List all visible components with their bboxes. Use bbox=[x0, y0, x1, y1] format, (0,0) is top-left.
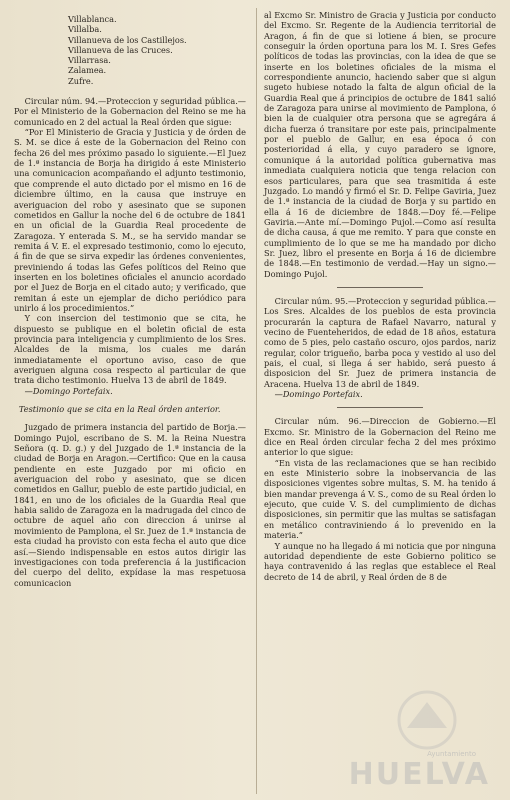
town-item: Villalba. bbox=[68, 24, 102, 35]
left-column bbox=[14, 14, 246, 588]
circular-94-after: Y con insercion del testimonio que se cita, he dispuesto se publique en el boletin oficial de esta provincia para inteligencia y cumplimiento de los Sres. Alcaldes de la misma, los cuales me darán inmediatamente el oportuno aviso, caso de que averiguen alguna cosa respecto al particular de que trata dicho testimonio. Huelva 13 de abril de 1849. bbox=[14, 313, 246, 386]
circular-96-after: Y aunque no ha llegado á mi noticia que por ninguna autoridad dependiente de este Gobierno politico se haya contravenido á las reglas que establece el Real decreto de 14 de abril, y Real órden de 8 de bbox=[264, 540, 496, 582]
town-item: Villablanca. bbox=[68, 14, 117, 24]
testimonio-text: Juzgado de primera instancia del partido de Borja.—Domingo Pujol, escribano de S. M. la Reina Nuestra Señora (q. D. g.) y del Juzgado de 1.ª instancia de la ciudad de Borja en Aragon.—Certifico: Que en la causa pendiente en este Juzgado por mi oficio en averiguacion del robo y asesinato, que se dicen cometidos en Gallur, pueblo de este partido judicial, en 1841, en uno de los oficiales de la Guardia Real que habia salido de Zaragoza en la madrugada del cinco de octubre de aquel año con direccion á unirse al movimiento de Pamplona, el Sr. Juez de 1.ª instancia de esta ciudad ha provisto con esta fecha el auto que dice así.—Siendo indispensable en estos autos dirigir las investigaciones con toda preferencia á la justificacion del cuerpo del delito, expídase la mas respetuosa comunicacion bbox=[14, 422, 246, 588]
circular-96 bbox=[264, 416, 496, 582]
circular-94-signature: —Domingo Portefaix. bbox=[24, 385, 113, 396]
column-divider bbox=[256, 8, 257, 794]
continuation-text: al Excmo Sr. Ministro de Gracia y Justicia por conducto del Excmo. Sr. Regente de la Audiencia territorial de Aragon, á fin de que si lotiene á bien, se procure conseguir la órden oportuna para los M. I. Sres Gefes políticos de todas las provincias, con la idea de que se inserte en los boletines oficiales de la misma el correspondiente anuncio, haciendo saber que si algun sugeto hubiese notado la falta de algun oficial de la Guardia Real que á principios de octubre de 1841 salió de Zaragoza para unirse al movimiento de Pamplona, ó bien la de cualquier otra persona que se agregára á dicha fuerza ó transitare por este pais, principalmente por el pueblo de Gallur, en esa época ó con posterioridad á ella, y cuyo paradero se ignore, comunique á la autoridad política gubernativa mas inmediata cualquiera noticia que tenga relacion con esos particulares, para que sea trasmitida á este Juzgado. Lo mandó y firmó el Sr. D. Felipe Gaviria, Juez de 1.ª instancia de la ciudad de Borja y su partido en ella á 16 de diciembre de 1848.—Doy fé.—Felipe Gaviria.—Ante mí.—Domingo Pujol.—Como así resulta de dicha causa, á que me remito. Y para que conste en cumplimiento de lo que se me ha mandado por dicho Sr. Juez, libro el presente en Borja á 16 de diciembre de 1848.—En testimonio de verdad.—Hay un signo.—Domingo Pujol. bbox=[264, 10, 496, 279]
circular-94-body: Circular núm. 94.—Proteccion y seguridad pública.—Por el Ministerio de la Gobernacion del Reino se me ha comunicado en 2 del actual la Real órden que sigue: bbox=[14, 96, 246, 127]
town-item: Zufre. bbox=[68, 75, 94, 86]
town-item: Villanueva de las Cruces. bbox=[68, 44, 173, 55]
section-divider bbox=[337, 287, 423, 288]
circular-96-quote: “En vista de las reclamaciones que se han recibido en este Ministerio sobre la inobservancia de las disposiciones vigentes sobre multas, S. M. ha tenido á bien mandar prevenga á V. S., como de su Real órden lo ejecuto, que cuide V. S. del cumplimiento de dichas disposiciones, sin permitir que las multas se satisfagan en metálico contraviniendo á lo prevenido en la materia.” bbox=[264, 457, 496, 541]
town-item: Villanueva de los Castillejos. bbox=[68, 34, 187, 45]
section-divider bbox=[337, 407, 423, 408]
circular-94 bbox=[14, 96, 246, 396]
testimonio-title: Testimonio que se cita en la Real órden anterior. bbox=[18, 404, 221, 415]
town-item: Villarrasa. bbox=[68, 55, 111, 66]
town-item: Zalamea. bbox=[68, 65, 107, 76]
circular-95-signature: —Domingo Portefaix. bbox=[274, 389, 363, 400]
circular-95-body: Circular núm. 95.—Proteccion y seguridad pública.—Los Sres. Alcaldes de los pueblos de esta provincia procurarán la captura de Rafael Navarro, natural y vecino de Fuenteheridos, de edad de 18 años, estatura como de 5 pies, pelo castaño oscuro, ojos pardos, nariz regular, color trigueño, barba poca y vestido al uso del pais, el cual, si llega á ser habido, será puesto á disposicion del Sr. Juez de primera instancia de Aracena. Huelva 13 de abril de 1849. bbox=[264, 295, 496, 389]
circular-94-quote: “Por El Ministerio de Gracia y Justicia y de órden de S. M. se dice á este de la Gobernacion del Reino con fecha 26 del mes próximo pasado lo siguiente.—El Juez de 1.ª instancia de Borja ha dirigido á este Ministerio una comunicacion acompañando el adjunto testimonio, que comprende el auto dictado por el mismo en 16 de diciembre último, en la causa que instruye en averiguacion del robo y asesinato que se suponen cometidos en Gallur la noche del 6 de octubre de 1841 en un oficial de la Guardia Real procedente de Zaragoza. Y enterada S. M., se ha servido mandar se remita á V. E. el expresado testimonio, como lo ejecuto, á fin de que se sirva expedir las órdenes convenientes, previniendo á todas las Gefes políticos del Reino que inserten en los boletines oficiales el anuncio acordado por el Juez de Borja en el citado auto; y verificado, que remitan á este un ejemplar de dicho periódico para unirlo á los procedimientos.” bbox=[14, 127, 246, 313]
right-column bbox=[264, 10, 496, 582]
town-list bbox=[68, 14, 246, 86]
watermark-small-text: Ayuntamiento bbox=[427, 750, 476, 758]
circular-96-body: Circular núm. 96.—Direccion de Gobierno.—El Excmo. Sr. Ministro de la Gobernacion del Reino me dice en Real órden circular fecha 2 del mes próximo anterior lo que sigue: bbox=[264, 416, 496, 458]
circular-95 bbox=[264, 296, 496, 399]
watermark-text: HUELVA bbox=[348, 757, 490, 792]
